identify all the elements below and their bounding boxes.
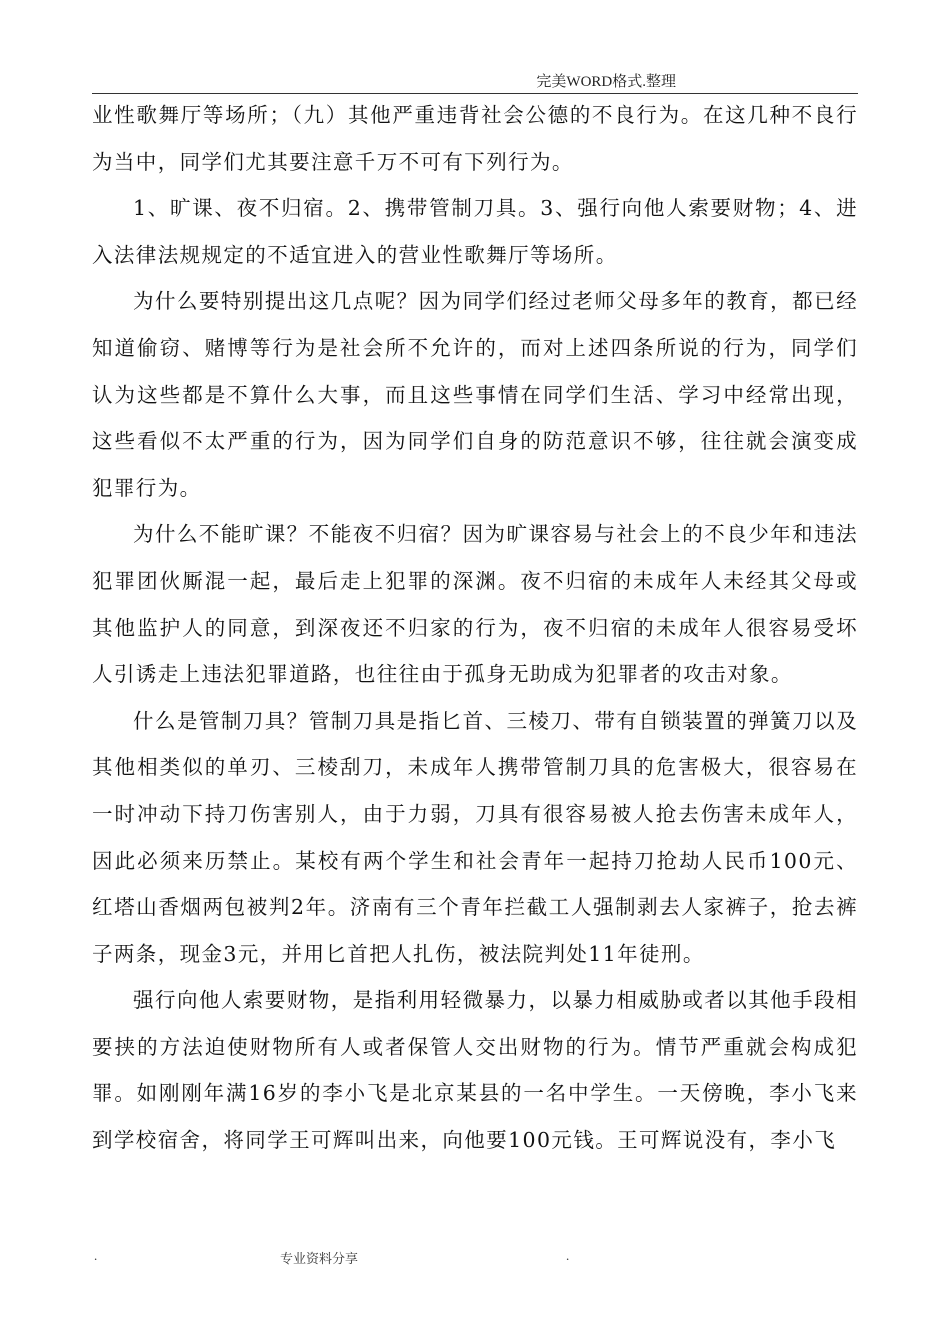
paragraph-6: 强行向他人索要财物，是指利用轻微暴力，以暴力相威胁或者以其他手段相要挟的方法迫使财物所有人或者保管人交出财物的行为。情节严重就会构成犯罪。如刚刚年满16岁的李小飞是北京某县的一名中学生。一天傍晚，李小飞来到学校宿舍，将同学王可辉叫出来，向他要100元钱。王可辉说没有，李小飞: [92, 988, 858, 1153]
paragraph-5: 什么是管制刀具？管制刀具是指匕首、三棱刀、带有自锁装置的弹簧刀以及其他相类似的单刃、三棱刮刀，未成年人携带管制刀具的危害极大，很容易在一时冲动下持刀伤害别人，由于力弱，刀具有很容易被人抢去伤害未成年人，因此必须来历禁止。某校有两个学生和社会青年一起持刀抢劫人民币100元、红塔山香烟两包被判2年。济南有三个青年拦截工人强制剥去人家裤子，抢去裤子两条，现金3元，并用匕首把人扎伤，被法院判处11年徒刑。: [92, 708, 858, 966]
footer-text: 专业资料分享: [280, 1251, 359, 1266]
page-header: [92, 70, 858, 94]
paragraph-1: 业性歌舞厅等场所；（九）其他严重违背社会公德的不良行为。在这几种不良行为当中，同学们尤其要注意千万不可有下列行为。: [92, 103, 858, 174]
footer-right-mark: .: [566, 1248, 570, 1263]
paragraph-3: 为什么要特别提出这几点呢？因为同学们经过老师父母多年的教育，都已经知道偷窃、赌博等行为是社会所不允许的，而对上述四条所说的行为，同学们认为这些都是不算什么大事，而且这些事情在同学们生活、学习中经常出现，这些看似不太严重的行为，因为同学们自身的防范意识不够，往往就会演变成犯罪行为。: [92, 289, 858, 500]
document-body: [92, 92, 858, 1164]
footer-left-mark: .: [94, 1248, 98, 1263]
header-title: 完美WORD格式.整理: [536, 74, 676, 90]
page-footer: [92, 1248, 858, 1272]
paragraph-4: 为什么不能旷课？不能夜不归宿？因为旷课容易与社会上的不良少年和违法犯罪团伙厮混一起，最后走上犯罪的深渊。夜不归宿的未成年人未经其父母或其他监护人的同意，到深夜还不归家的行为，夜不归宿的未成年人很容易受坏人引诱走上违法犯罪道路，也往往由于孤身无助成为犯罪者的攻击对象。: [92, 522, 858, 687]
paragraph-2: 1、旷课、夜不归宿。2、携带管制刀具。3、强行向他人索要财物；4、进入法律法规规定的不适宜进入的营业性歌舞厅等场所。: [92, 196, 858, 267]
